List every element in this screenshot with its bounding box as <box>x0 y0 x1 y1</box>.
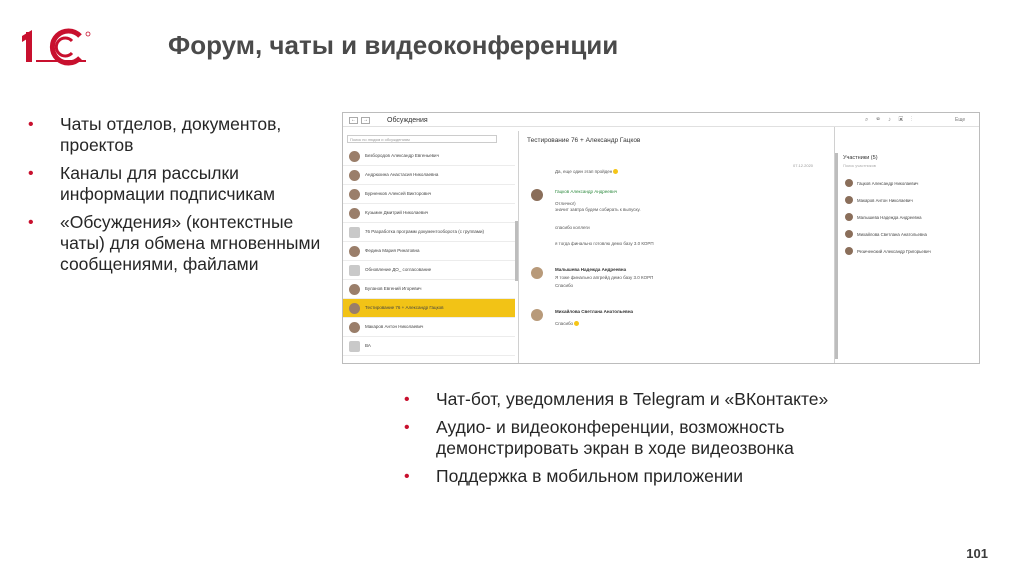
conversation-name: Обновление ДО_ согласование <box>365 267 432 272</box>
bullet-item: • Поддержка в мобильном приложении <box>404 466 924 487</box>
chat-message: Малышева Надежда Андреевна <box>555 267 627 272</box>
group-icon <box>349 265 360 276</box>
bullet-item: • «Обсуждения» (контекстные чаты) для обмена мгновенными сообщениями, файлами <box>28 212 338 275</box>
left-bullet-list <box>28 114 338 282</box>
avatar <box>349 303 360 314</box>
toolbar-icons: ⌕ ☎ ♪ ▣ ⋮ <box>865 117 916 123</box>
conversation-item[interactable] <box>343 223 515 242</box>
discussions-screenshot <box>342 112 980 364</box>
conversation-item[interactable] <box>343 261 515 280</box>
avatar <box>845 230 853 238</box>
chat-pane <box>521 127 835 363</box>
conversation-name: Макаров Антон Николаевич <box>365 324 424 329</box>
page-number: 101 <box>966 546 988 561</box>
participant-name: Малышева Надежда Андреевна <box>857 215 922 220</box>
bullet-item: • Каналы для рассылки информации подписчикам <box>28 163 338 205</box>
smile-icon <box>613 169 618 174</box>
conversation-name: Кузьмин Дмитрий Николаевич <box>365 210 429 215</box>
conversation-item[interactable] <box>343 280 515 299</box>
page-title: Форум, чаты и видеоконференции <box>168 30 619 60</box>
avatar <box>349 208 360 219</box>
chat-message: Михайлова Светлана Анатольевна <box>555 309 634 314</box>
participant-name: Михайлова Светлана Анатольевна <box>857 232 927 237</box>
conversation-item[interactable] <box>343 204 515 223</box>
chat-message: Отлично!) <box>555 201 576 206</box>
bullet-item: • Чаты отделов, документов, проектов <box>28 114 338 156</box>
avatar <box>845 196 853 204</box>
1c-logo <box>22 26 102 66</box>
participant-name: Резиченский Александр Григорьевич <box>857 249 931 254</box>
chat-message: я тогда финально готовлю демо базу 3.0 КОРП <box>555 241 654 246</box>
group-icon <box>349 227 360 238</box>
chat-title: Тестирование 76 + Александр Гацков <box>527 137 641 144</box>
conversation-name: Бурненков Алексей Викторович <box>365 191 432 196</box>
forward-icon: → <box>363 117 368 123</box>
participant-name: Гацков Александр Николаевич <box>857 181 919 186</box>
avatar <box>349 170 360 181</box>
conversation-name: Тестирование 76 + Александр Гацков <box>365 305 444 310</box>
conversation-list <box>343 147 515 356</box>
conversation-item[interactable] <box>343 337 515 356</box>
conversation-name: Буланов Евгений Игоревич <box>365 286 422 291</box>
group-icon <box>349 341 360 352</box>
scrollbar <box>515 221 518 281</box>
smile-icon <box>574 321 579 326</box>
conversation-search: Поиск по людям и обсуждениям <box>347 135 497 143</box>
conversation-name: Безбородов Александр Евгеньевич <box>365 153 439 158</box>
avatar <box>349 189 360 200</box>
avatar <box>349 246 360 257</box>
conversation-name: Федина Мария Ринатовна <box>365 248 420 253</box>
bullet-item: • Аудио- и видеоконференции, возможность демонстрировать экран в ходе видеозвонка <box>404 417 924 459</box>
conversation-item[interactable] <box>343 147 515 166</box>
avatar <box>845 247 853 255</box>
conversation-name: Андрюхина Анастасия Николаевна <box>365 172 439 177</box>
chat-message: спасибо коллеги <box>555 225 590 230</box>
chat-message: Я тоже финально апгрейд демо базу 3.0 КОРП <box>555 275 654 280</box>
conversation-item[interactable] <box>343 318 515 337</box>
conversation-name: ВА <box>365 343 371 348</box>
chat-message: Да, еще один этап пройден <box>555 169 618 174</box>
scrollbar <box>835 153 838 359</box>
date-label: 07.12.2020 <box>793 163 814 168</box>
more-menu: Еще <box>955 117 966 123</box>
chat-message: Спасибо <box>555 321 579 326</box>
conversation-item[interactable] <box>343 242 515 261</box>
avatar <box>349 151 360 162</box>
participants-search: Поиск участников <box>843 163 876 168</box>
participant-name: Макаров Антон Николаевич <box>857 198 913 203</box>
avatar <box>531 267 543 279</box>
conversation-name: 76 Разработка программ документооборота (с группами) <box>365 229 485 234</box>
avatar <box>845 179 853 187</box>
avatar <box>531 189 543 201</box>
back-icon: ← <box>351 117 356 123</box>
conversation-pane <box>343 131 519 363</box>
avatar <box>349 284 360 295</box>
window-toolbar <box>343 113 979 127</box>
chat-message: Гацков Александр Андреевич <box>555 189 618 194</box>
participants-title: Участники (5) <box>843 155 878 161</box>
conversation-item[interactable] <box>343 299 515 318</box>
avatar <box>531 309 543 321</box>
chat-message: значит завтра будем собирать к выпуску. <box>555 207 641 212</box>
chat-message: Спасибо <box>555 283 574 288</box>
conversation-item[interactable] <box>343 185 515 204</box>
conversation-item[interactable] <box>343 166 515 185</box>
participants-pane <box>839 127 979 363</box>
avatar <box>349 322 360 333</box>
avatar <box>845 213 853 221</box>
bullet-item: • Чат-бот, уведомления в Telegram и «ВКонтакте» <box>404 389 924 410</box>
right-bullet-list <box>404 389 924 494</box>
window-title: Обсуждения <box>387 117 428 124</box>
